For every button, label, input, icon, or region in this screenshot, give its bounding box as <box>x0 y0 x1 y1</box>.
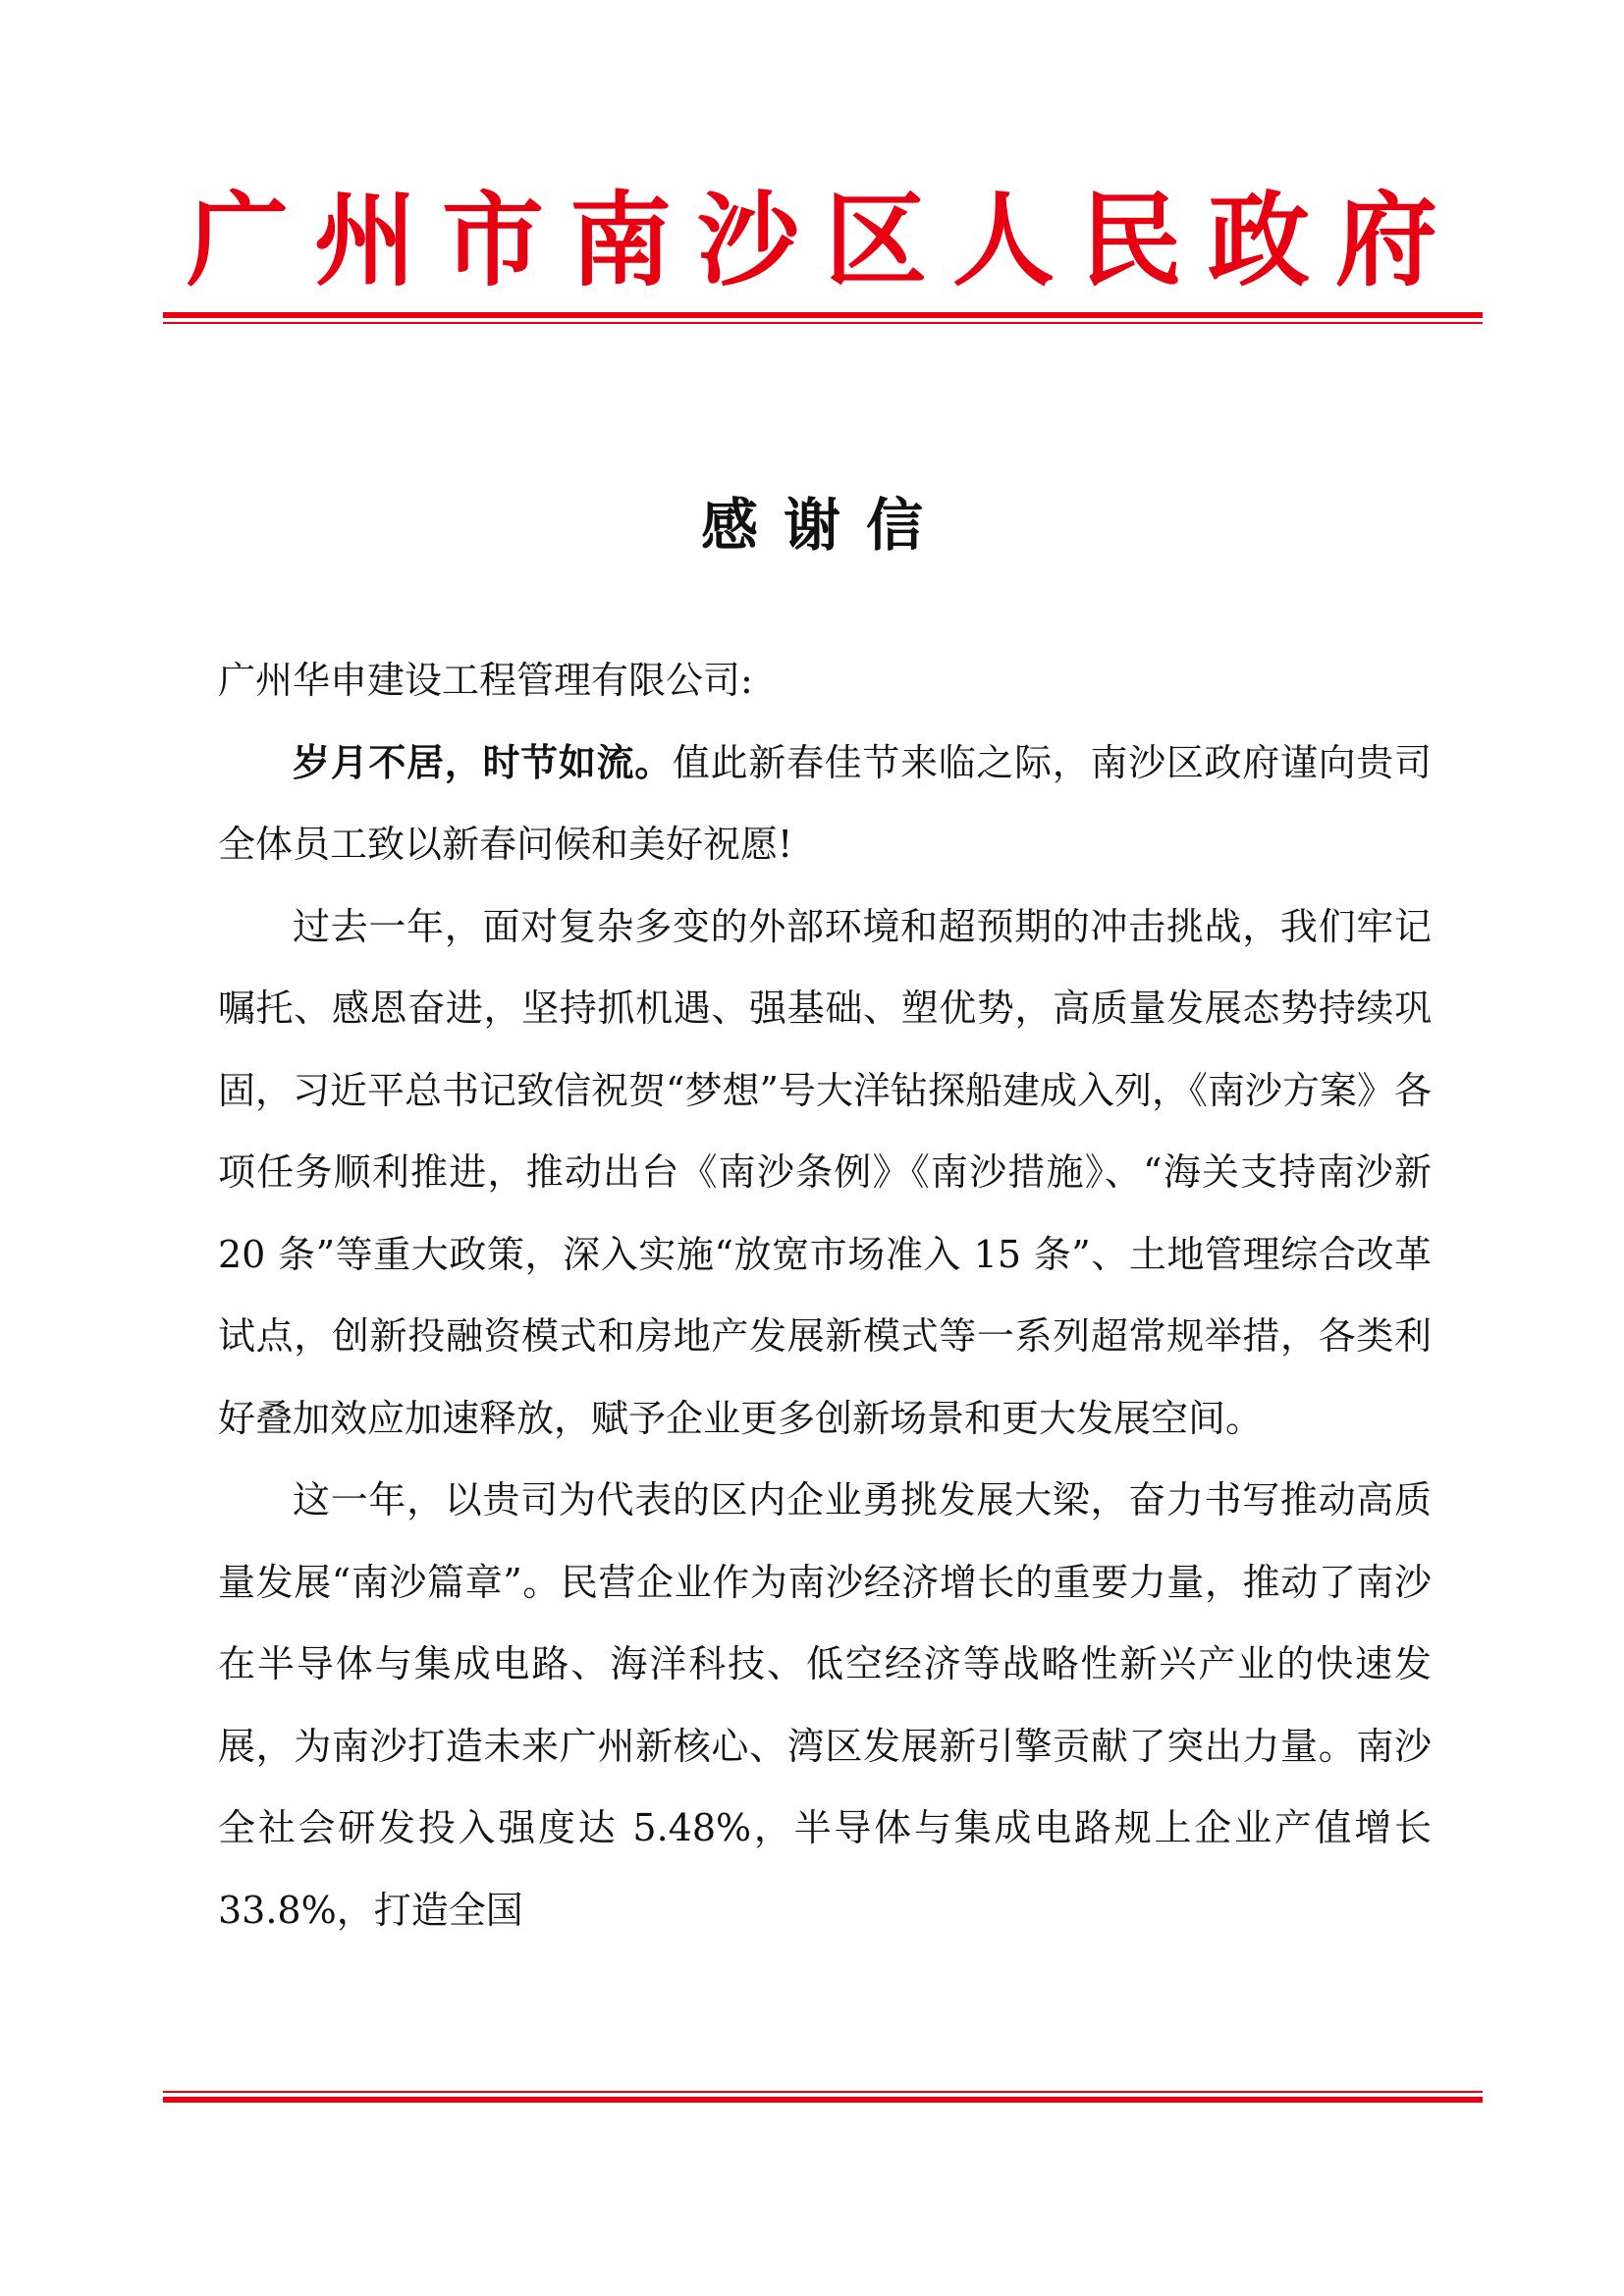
letter-salutation: 广州华申建设工程管理有限公司: <box>218 659 753 702</box>
paragraph-lead-text: 岁月不居，时节如流。 <box>293 740 673 784</box>
letter-body <box>218 640 1432 1951</box>
letter-paragraph-1 <box>218 722 1432 886</box>
page-divider-bottom <box>163 2091 1483 2103</box>
paragraph-text: 过去一年，面对复杂多变的外部环境和超预期的冲击挑战，我们牢记嘱托、感恩奋进，坚持抓机遇、强基础、塑优势，高质量发展态势持续巩固，习近平总书记致信祝贺“梦想”号大洋钻探船建成入列，《南沙方案》各项任务顺利推进，推动出台《南沙条例》《南沙措施》、“海关支持南沙新 20 条”等重大政策，深入实施“放宽市场准入 15 条”、土地管理综合改革试点，创新投融资模式和房地产发展新模式等一系列超常规举措，各类利好叠加效应加速释放，赋予企业更多创新场景和更大发展空间。 <box>218 904 1432 1440</box>
letter-title: 感谢信 <box>700 492 948 559</box>
paragraph-text: 这一年，以贵司为代表的区内企业勇挑发展大梁，奋力书写推动高质量发展“南沙篇章”。民营企业作为南沙经济增长的重要力量，推动了南沙在半导体与集成电路、海洋科技、低空经济等战略性新兴产业的快速发展，为南沙打造未来广州新核心、湾区发展新引擎贡献了突出力量。南沙全社会研发投入强度达 5.48%，半导体与集成电路规上企业产值增长 33.8%，打造全国 <box>218 1478 1432 1932</box>
letterhead-org-name: 广州市南沙区人民政府 <box>186 180 1463 300</box>
letter-paragraph-3 <box>218 1460 1432 1951</box>
letterhead-divider-top <box>163 312 1483 324</box>
letter-paragraph-2 <box>218 886 1432 1461</box>
paragraph-text: 值此新春佳节来临之际，南沙区政府谨向贵司全体员工致以新春问候和美好祝愿! <box>218 740 1432 866</box>
